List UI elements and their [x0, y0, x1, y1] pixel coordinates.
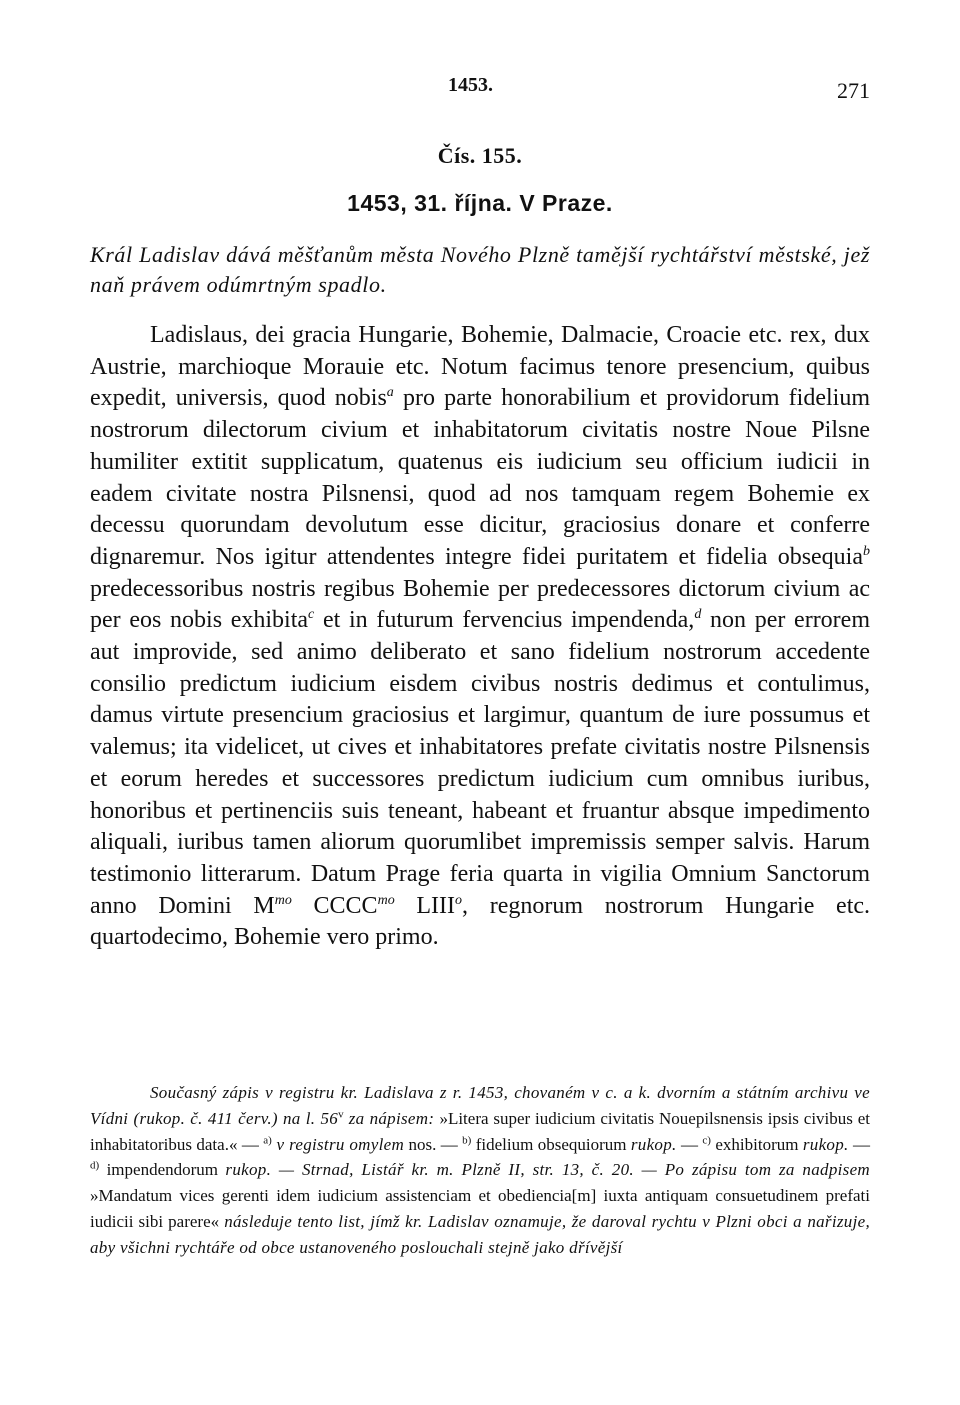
superscript-verso: v: [338, 1108, 344, 1121]
footnote-text: nos. —: [404, 1134, 463, 1154]
footnote-c-label: c): [702, 1133, 711, 1146]
running-head: [0, 74, 960, 104]
footnote-d-label: d): [90, 1159, 100, 1172]
footnote-marker-c: c: [308, 607, 315, 623]
footnote-paragraph: [90, 1080, 870, 1261]
text-run: non per errorem aut improvide, sed animo deliberato et sano fidelium nostrorum accedente consilio predictum iudicium eisdem civibus nostris dedimus et contulimus, damus virtute presencium graciosius et largimur, quantum de iure possumus et valemus; ita videlicet, ut cives et inhabitatores prefate civitatis nostre Pilsnensis et eorum heredes et successores predictum iudicium cum omnibus iuribus, honoribus et pertinenciis suis teneant, habeant et fruantur absque impedimento aliquali, iuribus tamen aliorum quorumlibet impremissis semper salvis. Harum testimonio litterarum. Datum Prage feria quarta in vigilia Omnium Sanctorum anno Domini M: [90, 607, 870, 919]
footnote-marker-d: d: [694, 607, 702, 623]
superscript-mo: mo: [377, 892, 395, 908]
text-run: pro parte honorabilium et providorum fidelium nostrorum dilectorum civium et inhabitatorum civitatis nostre Noue Pilsne humiliter extitit supplicatum, quatenus eis iudicium seu officium iudicii in eadem civitate nostra Pilsnensi, quod ad nos tamquam regem Bohemie ex decessu quorundam devolutum esse dicitur, graciosius donare et conferre dignaremur. Nos igitur attendentes integre fidei puritatem et fidelia obsequia: [90, 385, 870, 570]
quoted-title: »Litera super iudicium civitatis Nouepilsnensis ipsis civibus et inhabitatoribus data.« —: [90, 1108, 870, 1154]
charter-paragraph: [90, 320, 870, 954]
document-date-place: 1453, 31. října. V Praze.: [347, 190, 613, 216]
source-note: Současný zápis v registru kr. Ladislava z r. 1453, chovaném v c. a k. dvorním a státním archivu ve Vídni (rukop. č. 411 červ.) na l. 56: [90, 1083, 870, 1128]
source-note: za nápisem:: [343, 1108, 440, 1128]
quoted-title: »Mandatum vices gerenti idem iudicium assistenciam et obediencia[m] iuxta antiquam consuetudinem prefati iudicii sibi parere«: [90, 1186, 870, 1231]
text-run: , regnorum nostrorum Hungarie etc. quartodecimo, Bohemie vero primo.: [90, 892, 871, 951]
document-number: Čís. 155.: [437, 143, 523, 168]
footnote-text: rukop. — Strnad, Listář kr. m. Plzně II, str. 13, č. 20. — Po zápisu tom za nadpisem: [225, 1160, 870, 1180]
superscript-degree: o: [455, 892, 463, 908]
charter-text: [90, 320, 870, 954]
header-year: 1453.: [448, 74, 493, 96]
document-summary: Král Ladislav dává měšťanům města Nového Plzně tamější rychtářství městské, jež naň právem odúmrtným spadlo.: [90, 242, 870, 297]
footnote-text: následuje tento list, jímž kr. Ladislav oznamuje, že daroval rychtu v Plzni obci a nařizuje, aby všichni rychtáře od obce ustanoveného poslouchali stejně jako dřívější: [90, 1211, 870, 1257]
text-run: CCCC: [291, 892, 378, 919]
footnote-marker-a: a: [386, 385, 394, 401]
footnote-text: —: [848, 1134, 870, 1154]
footnote-text: —: [676, 1134, 703, 1154]
footnote-text: rukop.: [630, 1134, 677, 1154]
text-run: Ladislaus, dei gracia Hungarie, Bohemie, Dalmacie, Croacie etc. rex, dux Austrie, marchioque Morauie etc. Notum facimus tenore presencium, quibus expedit, universis, quod nobis: [90, 322, 870, 412]
footnote-b-label: b): [462, 1133, 472, 1146]
footnote-text: rukop.: [802, 1134, 849, 1154]
footnote-text: v registru omylem: [271, 1134, 405, 1154]
footnote-text: exhibitorum: [710, 1134, 803, 1154]
text-run: LIII: [394, 892, 456, 919]
footnote-a-label: a): [263, 1133, 272, 1146]
footnote-text: impendendorum: [99, 1160, 226, 1180]
text-run: predecessoribus nostris regibus Bohemie per predecessores dictorum civium ac per eos nobis exhibita: [90, 575, 870, 634]
footnote-marker-b: b: [863, 543, 870, 559]
page-number: 271: [837, 78, 870, 103]
footnote-text: fidelium obsequiorum: [471, 1134, 631, 1154]
superscript-mo: mo: [274, 892, 292, 908]
text-run: et in futurum fervencius impendenda,: [314, 607, 695, 634]
footnotes: [90, 1080, 870, 1261]
